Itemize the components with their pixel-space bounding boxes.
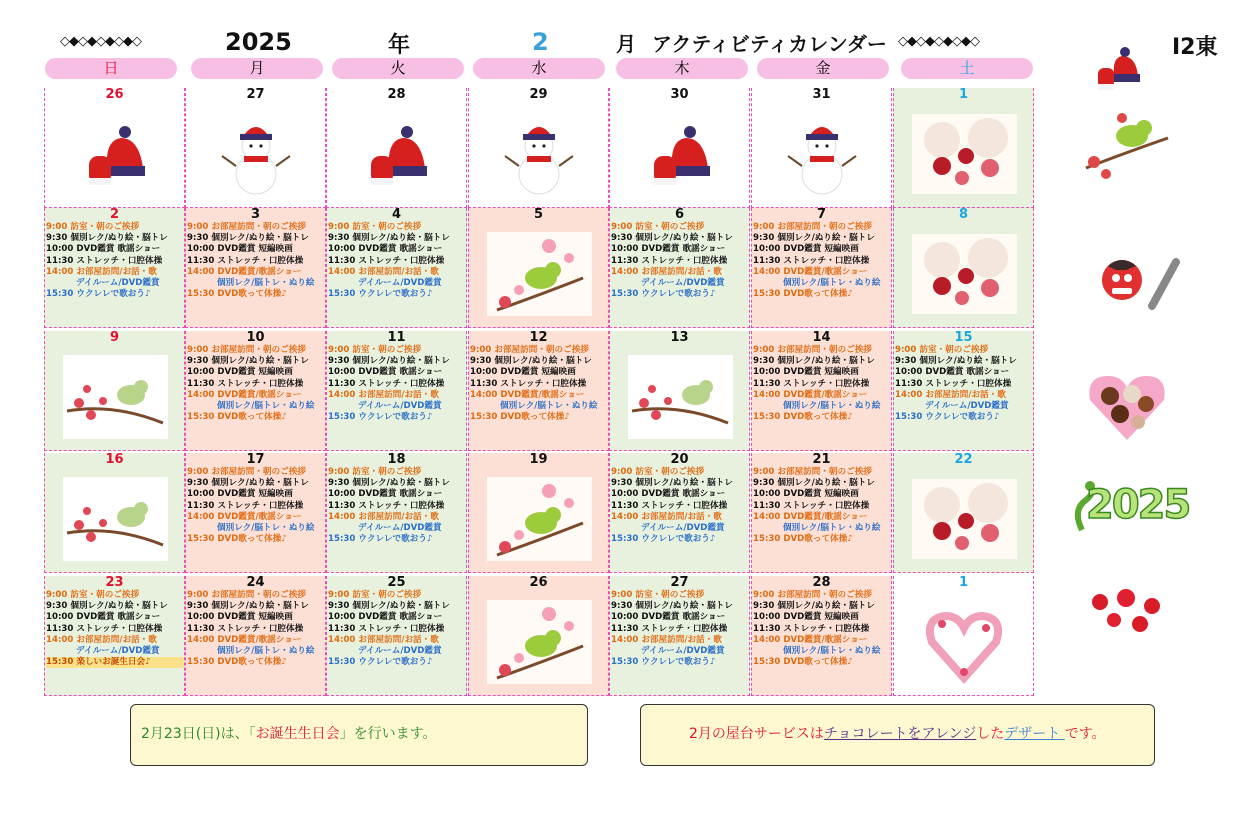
- schedule-line: デイルーム/DVD鑑賞: [76, 278, 160, 289]
- day-number: 26: [105, 88, 124, 102]
- day-schedule: [186, 345, 325, 423]
- schedule-line: 10:00 DVD鑑賞 歌謡ショー: [328, 367, 443, 378]
- day-cell: [185, 88, 326, 208]
- schedule-line: デイルーム/DVD鑑賞: [358, 646, 442, 657]
- schedule-line: 11:30 ストレッチ・口腔体操: [611, 255, 728, 266]
- day-number: 27: [670, 576, 689, 590]
- schedule-line: 9:00 お部屋訪問・朝のご挨拶: [187, 590, 306, 600]
- schedule-line: 9:30 個別レク/ぬり絵・脳トレ: [753, 478, 875, 489]
- schedule-line: 9:30 個別レク/ぬり絵・脳トレ: [611, 478, 733, 489]
- schedule-line: 10:00 DVD鑑賞 歌謡ショー: [328, 612, 443, 623]
- food-stall-pre: 2月の屋台サービスは: [689, 726, 824, 742]
- schedule-line: 15:30 ウクレレで歌おう♪: [895, 412, 1000, 423]
- day-schedule: [752, 345, 891, 423]
- day-cell: [185, 208, 326, 328]
- day-number: 4: [391, 208, 402, 222]
- day-cell: [44, 453, 185, 573]
- day-schedule: [186, 590, 325, 668]
- day-number: 20: [670, 453, 689, 467]
- day-cell: [468, 88, 609, 208]
- schedule-line: 10:00 DVD鑑賞 短編映画: [753, 612, 859, 623]
- schedule-line: 11:30 ストレッチ・口腔体操: [753, 378, 870, 389]
- schedule-line: 11:30 ストレッチ・口腔体操: [187, 500, 304, 511]
- day-number: 27: [246, 88, 265, 102]
- schedule-line: 15:30 DVD歌って体操♪: [753, 657, 853, 668]
- day-cell: [44, 331, 185, 451]
- day-cell: [468, 331, 609, 451]
- day-cell: [326, 88, 467, 208]
- schedule-line: 10:00 DVD鑑賞 短編映画: [753, 367, 859, 378]
- side-year-text: 2025: [1086, 482, 1190, 528]
- schedule-line: 10:00 DVD鑑賞 歌謡ショー: [46, 612, 161, 623]
- day-number: 31: [812, 88, 831, 102]
- chocolate-box-icon: [1086, 370, 1168, 442]
- snowman-illustration-icon: [770, 110, 875, 198]
- schedule-line: 11:30 ストレッチ・口腔体操: [611, 500, 728, 511]
- schedule-line: 15:30 ウクレレで歌おう♪: [611, 534, 716, 545]
- title-year: 2025: [225, 28, 292, 56]
- day-number: 6: [674, 208, 685, 222]
- schedule-line: 9:30 個別レク/ぬり絵・脳トレ: [753, 601, 875, 612]
- day-cell: [751, 576, 892, 696]
- schedule-line: 10:00 DVD鑑賞 歌謡ショー: [46, 244, 161, 255]
- schedule-line: 14:00 DVD鑑賞/歌謡ショー: [753, 389, 868, 400]
- plum-illustration-icon: [912, 110, 1017, 198]
- schedule-line: 15:30 ウクレレで歌おう♪: [611, 657, 716, 668]
- day-number: 24: [246, 576, 265, 590]
- birthday-notice-text: [141, 723, 437, 743]
- day-number: 30: [670, 88, 689, 102]
- bird-blossom-illustration-icon: [487, 475, 592, 563]
- year-2025-decoration: [1072, 480, 1190, 540]
- mitten-illustration-icon: [345, 110, 450, 198]
- bird-branch-illustration-icon: [628, 353, 733, 441]
- day-cell: [609, 331, 750, 451]
- schedule-line: 15:30 ウクレレで歌おう♪: [328, 412, 433, 423]
- day-cell: [609, 453, 750, 573]
- title-decoration-right: ◇◆◇◆◇◆◇◆◇: [898, 34, 979, 49]
- schedule-line: デイルーム/DVD鑑賞: [358, 278, 442, 289]
- weekday-fri: 金: [757, 58, 889, 79]
- day-schedule: [610, 467, 749, 545]
- schedule-line: 15:30 ウクレレで歌おう♪: [328, 289, 433, 300]
- day-number: 1: [958, 576, 969, 590]
- day-number: 5: [533, 208, 544, 222]
- day-schedule: [45, 222, 184, 300]
- title-decoration-left: ◇◆◇◆◇◆◇◆◇: [60, 34, 141, 49]
- schedule-line: 10:00 DVD鑑賞 歌謡ショー: [611, 489, 726, 500]
- day-cell: [751, 208, 892, 328]
- schedule-line: 14:00 DVD鑑賞/歌謡ショー: [753, 266, 868, 277]
- day-cell: [609, 88, 750, 208]
- schedule-line: 14:00 お部屋訪問/お話・歌: [328, 511, 439, 522]
- plum-blossom-cluster-icon: [1084, 586, 1168, 636]
- schedule-line: 11:30 ストレッチ・口腔体操: [187, 255, 304, 266]
- schedule-line: 14:00 お部屋訪問/お話・歌: [611, 266, 722, 277]
- bird-branch-illustration-icon: [63, 353, 168, 441]
- birthday-notice-pre: 2月23日(日)は、「: [141, 726, 256, 742]
- schedule-line: デイルーム/DVD鑑賞: [641, 278, 725, 289]
- day-schedule: [752, 222, 891, 300]
- day-cell: [893, 88, 1034, 208]
- weekday-thu: 木: [616, 58, 748, 79]
- day-cell: [326, 208, 467, 328]
- schedule-line: 9:30 個別レク/ぬり絵・脳トレ: [328, 601, 450, 612]
- snowman-illustration-icon: [204, 110, 309, 198]
- schedule-line: 11:30 ストレッチ・口腔体操: [753, 623, 870, 634]
- title-calendar-name: アクティビティカレンダー: [652, 32, 887, 56]
- schedule-line: 15:30 DVD歌って体操♪: [470, 412, 570, 423]
- schedule-line: 10:00 DVD鑑賞 短編映画: [753, 489, 859, 500]
- heart-wreath-illustration-icon: [912, 598, 1017, 686]
- food-stall-post: です。: [1064, 726, 1106, 742]
- day-cell: [468, 453, 609, 573]
- schedule-line: 9:30 個別レク/ぬり絵・脳トレ: [187, 478, 309, 489]
- day-number: 17: [246, 453, 265, 467]
- day-number: 7: [816, 208, 827, 222]
- day-number: 28: [387, 88, 406, 102]
- schedule-line: 15:30 DVD歌って体操♪: [187, 657, 287, 668]
- day-cell: [893, 576, 1034, 696]
- food-stall-link-chocolate[interactable]: チョコレートをアレンジ: [823, 726, 977, 742]
- schedule-line: 14:00 お部屋訪問/お話・歌: [895, 389, 1006, 400]
- schedule-line: 11:30 ストレッチ・口腔体操: [470, 378, 587, 389]
- oni-demon-icon: [1096, 248, 1184, 310]
- day-schedule: [469, 345, 608, 423]
- bush-warbler-icon: [1082, 108, 1174, 182]
- day-number: 21: [812, 453, 831, 467]
- schedule-line: 14:00 DVD鑑賞/歌謡ショー: [470, 389, 585, 400]
- day-number: 29: [529, 88, 548, 102]
- day-schedule: [610, 222, 749, 300]
- day-schedule: [186, 222, 325, 300]
- schedule-line: 9:00 お部屋訪問・朝のご挨拶: [187, 467, 306, 477]
- schedule-line: 11:30 ストレッチ・口腔体操: [611, 623, 728, 634]
- schedule-line: 9:00 お部屋訪問・朝のご挨拶: [187, 345, 306, 355]
- day-cell: [185, 576, 326, 696]
- plum-illustration-icon: [912, 475, 1017, 563]
- day-number: 11: [387, 331, 406, 345]
- schedule-line: 11:30 ストレッチ・口腔体操: [46, 623, 163, 634]
- schedule-line: 11:30 ストレッチ・口腔体操: [328, 378, 445, 389]
- day-schedule: [327, 222, 466, 300]
- schedule-line: 10:00 DVD鑑賞 歌謡ショー: [611, 244, 726, 255]
- schedule-line: 11:30 ストレッチ・口腔体操: [328, 500, 445, 511]
- title-month-label: 月: [616, 32, 636, 56]
- schedule-line: 9:30 個別レク/ぬり絵・脳トレ: [328, 356, 450, 367]
- schedule-line: 14:00 お部屋訪問/お話・歌: [328, 266, 439, 277]
- schedule-line: デイルーム/DVD鑑賞: [641, 646, 725, 657]
- schedule-line: 14:00 お部屋訪問/お話・歌: [46, 634, 157, 645]
- schedule-line: 11:30 ストレッチ・口腔体操: [895, 378, 1012, 389]
- day-schedule: [327, 467, 466, 545]
- schedule-line: 11:30 ストレッチ・口腔体操: [753, 500, 870, 511]
- day-cell: [468, 208, 609, 328]
- day-cell: [44, 576, 185, 696]
- birthday-notice-banner: [130, 704, 588, 766]
- schedule-line: 9:30 個別レク/ぬり絵・脳トレ: [328, 233, 450, 244]
- day-schedule: [752, 467, 891, 545]
- schedule-line: 9:30 個別レク/ぬり絵・脳トレ: [611, 233, 733, 244]
- day-number: 15: [954, 331, 973, 345]
- schedule-line: 11:30 ストレッチ・口腔体操: [46, 255, 163, 266]
- schedule-line: 個別レク/脳トレ・ぬり絵: [217, 523, 315, 534]
- birthday-notice-post: 」を行います。: [339, 726, 437, 742]
- bird-blossom-illustration-icon: [487, 598, 592, 686]
- schedule-line: 15:30 DVD歌って体操♪: [187, 412, 287, 423]
- day-cell: [751, 453, 892, 573]
- schedule-line: 9:00 訪室・朝のご挨拶: [611, 467, 705, 477]
- day-cell: [44, 208, 185, 328]
- schedule-line: 9:00 お部屋訪問・朝のご挨拶: [470, 345, 589, 355]
- schedule-line: 10:00 DVD鑑賞 歌謡ショー: [328, 244, 443, 255]
- schedule-line: デイルーム/DVD鑑賞: [358, 401, 442, 412]
- schedule-line: デイルーム/DVD鑑賞: [925, 401, 1009, 412]
- schedule-line: 11:30 ストレッチ・口腔体操: [328, 255, 445, 266]
- day-cell: [326, 576, 467, 696]
- day-number: 13: [670, 331, 689, 345]
- day-cell: [185, 331, 326, 451]
- schedule-line: 9:30 個別レク/ぬり絵・脳トレ: [470, 356, 592, 367]
- schedule-line: 14:00 お部屋訪問/お話・歌: [46, 266, 157, 277]
- plum-illustration-icon: [912, 230, 1017, 318]
- schedule-line: 14:00 DVD鑑賞/歌謡ショー: [187, 634, 302, 645]
- ward-label: I2東: [1172, 35, 1218, 60]
- schedule-line: 10:00 DVD鑑賞 短編映画: [470, 367, 576, 378]
- day-cell: [893, 208, 1034, 328]
- schedule-line: 個別レク/脳トレ・ぬり絵: [217, 646, 315, 657]
- weekday-tue: 火: [332, 58, 464, 79]
- schedule-line: 14:00 DVD鑑賞/歌謡ショー: [753, 634, 868, 645]
- title-month: 2: [532, 28, 549, 56]
- day-number: 25: [387, 576, 406, 590]
- schedule-line: 9:00 訪室・朝のご挨拶: [611, 222, 705, 232]
- schedule-line: 11:30 ストレッチ・口腔体操: [328, 623, 445, 634]
- schedule-line: 9:30 個別レク/ぬり絵・脳トレ: [611, 601, 733, 612]
- schedule-line: 9:30 個別レク/ぬり絵・脳トレ: [328, 478, 450, 489]
- schedule-line: 9:00 訪室・朝のご挨拶: [328, 467, 422, 477]
- schedule-line: 15:30 ウクレレで歌おう♪: [46, 289, 151, 300]
- schedule-line: 個別レク/脳トレ・ぬり絵: [783, 401, 881, 412]
- day-cell: [893, 453, 1034, 573]
- schedule-line: 15:30 ウクレレで歌おう♪: [328, 534, 433, 545]
- snowman-illustration-icon: [487, 110, 592, 198]
- day-number: 3: [250, 208, 261, 222]
- day-number: 23: [105, 576, 124, 590]
- day-schedule: [186, 467, 325, 545]
- schedule-line: 9:30 個別レク/ぬり絵・脳トレ: [46, 233, 168, 244]
- food-stall-banner: [640, 704, 1155, 766]
- schedule-line: 14:00 お部屋訪問/お話・歌: [611, 634, 722, 645]
- schedule-line: 10:00 DVD鑑賞 歌謡ショー: [895, 367, 1010, 378]
- schedule-line: 14:00 お部屋訪問/お話・歌: [328, 389, 439, 400]
- schedule-line: 9:00 お部屋訪問・朝のご挨拶: [753, 345, 872, 355]
- day-schedule: [327, 345, 466, 423]
- day-cell: [609, 576, 750, 696]
- schedule-line: 14:00 DVD鑑賞/歌謡ショー: [187, 266, 302, 277]
- schedule-line: 15:30 ウクレレで歌おう♪: [611, 289, 716, 300]
- day-cell: [468, 576, 609, 696]
- schedule-line: 10:00 DVD鑑賞 歌謡ショー: [611, 612, 726, 623]
- day-cell: [326, 331, 467, 451]
- schedule-line: 9:30 個別レク/ぬり絵・脳トレ: [895, 356, 1017, 367]
- schedule-line: 9:30 個別レク/ぬり絵・脳トレ: [187, 601, 309, 612]
- day-schedule: [610, 590, 749, 668]
- day-number: 1: [958, 88, 969, 102]
- day-number: 14: [812, 331, 831, 345]
- schedule-line: 15:30 楽しいお誕生日会♪: [46, 657, 184, 668]
- food-stall-mid: した: [976, 726, 1005, 742]
- schedule-line: 14:00 DVD鑑賞/歌謡ショー: [187, 511, 302, 522]
- day-number: 10: [246, 331, 265, 345]
- schedule-line: 9:00 訪室・朝のご挨拶: [328, 590, 422, 600]
- title-year-label: 年: [388, 33, 411, 58]
- day-number: 26: [529, 576, 548, 590]
- schedule-line: 9:30 個別レク/ぬり絵・脳トレ: [753, 356, 875, 367]
- day-number: 28: [812, 576, 831, 590]
- day-number: 18: [387, 453, 406, 467]
- schedule-line: 9:30 個別レク/ぬり絵・脳トレ: [46, 601, 168, 612]
- schedule-line: デイルーム/DVD鑑賞: [641, 523, 725, 534]
- mitten-illustration-icon: [63, 110, 168, 198]
- weekday-sun: 日: [45, 58, 177, 79]
- schedule-line: 15:30 DVD歌って体操♪: [753, 534, 853, 545]
- schedule-line: 9:30 個別レク/ぬり絵・脳トレ: [187, 233, 309, 244]
- day-cell: [609, 208, 750, 328]
- day-cell: [751, 331, 892, 451]
- schedule-line: デイルーム/DVD鑑賞: [358, 523, 442, 534]
- schedule-line: 10:00 DVD鑑賞 短編映画: [187, 612, 293, 623]
- schedule-line: 10:00 DVD鑑賞 歌謡ショー: [328, 489, 443, 500]
- food-stall-link-dessert[interactable]: デザート: [1004, 726, 1065, 742]
- day-number: 19: [529, 453, 548, 467]
- food-stall-text: [689, 723, 1106, 743]
- schedule-line: 15:30 DVD歌って体操♪: [753, 289, 853, 300]
- schedule-line: 9:30 個別レク/ぬり絵・脳トレ: [187, 356, 309, 367]
- schedule-line: 10:00 DVD鑑賞 短編映画: [187, 489, 293, 500]
- schedule-line: 9:00 訪室・朝のご挨拶: [46, 222, 140, 232]
- day-number: 2: [109, 208, 120, 222]
- weekday-header: [45, 58, 1035, 80]
- schedule-line: 11:30 ストレッチ・口腔体操: [187, 378, 304, 389]
- day-schedule: [894, 345, 1033, 423]
- day-number: 12: [529, 331, 548, 345]
- schedule-line: 9:00 お部屋訪問・朝のご挨拶: [753, 222, 872, 232]
- schedule-line: 11:30 ストレッチ・口腔体操: [187, 623, 304, 634]
- schedule-line: 14:00 DVD鑑賞/歌謡ショー: [187, 389, 302, 400]
- schedule-line: 個別レク/脳トレ・ぬり絵: [217, 401, 315, 412]
- day-cell: [185, 453, 326, 573]
- schedule-line: 15:30 DVD歌って体操♪: [187, 534, 287, 545]
- schedule-line: 9:00 お部屋訪問・朝のご挨拶: [753, 467, 872, 477]
- schedule-line: 15:30 DVD歌って体操♪: [187, 289, 287, 300]
- weekday-sat: 土: [901, 58, 1033, 79]
- day-schedule: [752, 590, 891, 668]
- schedule-line: 9:00 訪室・朝のご挨拶: [895, 345, 989, 355]
- schedule-line: デイルーム/DVD鑑賞: [76, 646, 160, 657]
- day-schedule: [327, 590, 466, 668]
- schedule-line: 15:30 ウクレレで歌おう♪: [328, 657, 433, 668]
- schedule-line: 9:30 個別レク/ぬり絵・脳トレ: [753, 233, 875, 244]
- day-number: 9: [109, 331, 120, 345]
- calendar-grid: [44, 88, 1037, 697]
- day-schedule: [45, 590, 184, 668]
- schedule-line: 14:00 お部屋訪問/お話・歌: [611, 511, 722, 522]
- schedule-line: 10:00 DVD鑑賞 短編映画: [753, 244, 859, 255]
- bird-blossom-illustration-icon: [487, 230, 592, 318]
- schedule-line: 9:00 訪室・朝のご挨拶: [611, 590, 705, 600]
- schedule-line: 14:00 お部屋訪問/お話・歌: [328, 634, 439, 645]
- schedule-line: 個別レク/脳トレ・ぬり絵: [783, 278, 881, 289]
- schedule-line: 9:00 訪室・朝のご挨拶: [328, 345, 422, 355]
- birthday-notice-highlight: お誕生生日会: [255, 726, 340, 742]
- schedule-line: 個別レク/脳トレ・ぬり絵: [500, 401, 598, 412]
- calendar-title: [60, 28, 1060, 58]
- schedule-line: 9:00 訪室・朝のご挨拶: [46, 590, 140, 600]
- schedule-line: 10:00 DVD鑑賞 短編映画: [187, 367, 293, 378]
- schedule-line: 9:00 お部屋訪問・朝のご挨拶: [753, 590, 872, 600]
- schedule-line: 15:30 DVD歌って体操♪: [753, 412, 853, 423]
- schedule-line: 個別レク/脳トレ・ぬり絵: [783, 646, 881, 657]
- weekday-wed: 水: [473, 58, 605, 79]
- weekday-mon: 月: [191, 58, 323, 79]
- schedule-line: 9:00 お部屋訪問・朝のご挨拶: [187, 222, 306, 232]
- schedule-line: 10:00 DVD鑑賞 短編映画: [187, 244, 293, 255]
- day-number: 22: [954, 453, 973, 467]
- day-number: 8: [958, 208, 969, 222]
- schedule-line: 9:00 訪室・朝のご挨拶: [328, 222, 422, 232]
- day-cell: [893, 331, 1034, 451]
- schedule-line: 11:30 ストレッチ・口腔体操: [753, 255, 870, 266]
- bird-branch-illustration-icon: [63, 475, 168, 563]
- day-cell: [44, 88, 185, 208]
- day-cell: [751, 88, 892, 208]
- day-number: 16: [105, 453, 124, 467]
- schedule-line: 14:00 DVD鑑賞/歌謡ショー: [753, 511, 868, 522]
- mitten-hat-icon: [1092, 42, 1148, 94]
- day-cell: [326, 453, 467, 573]
- mitten-illustration-icon: [628, 110, 733, 198]
- schedule-line: 個別レク/脳トレ・ぬり絵: [783, 523, 881, 534]
- schedule-line: 個別レク/脳トレ・ぬり絵: [217, 278, 315, 289]
